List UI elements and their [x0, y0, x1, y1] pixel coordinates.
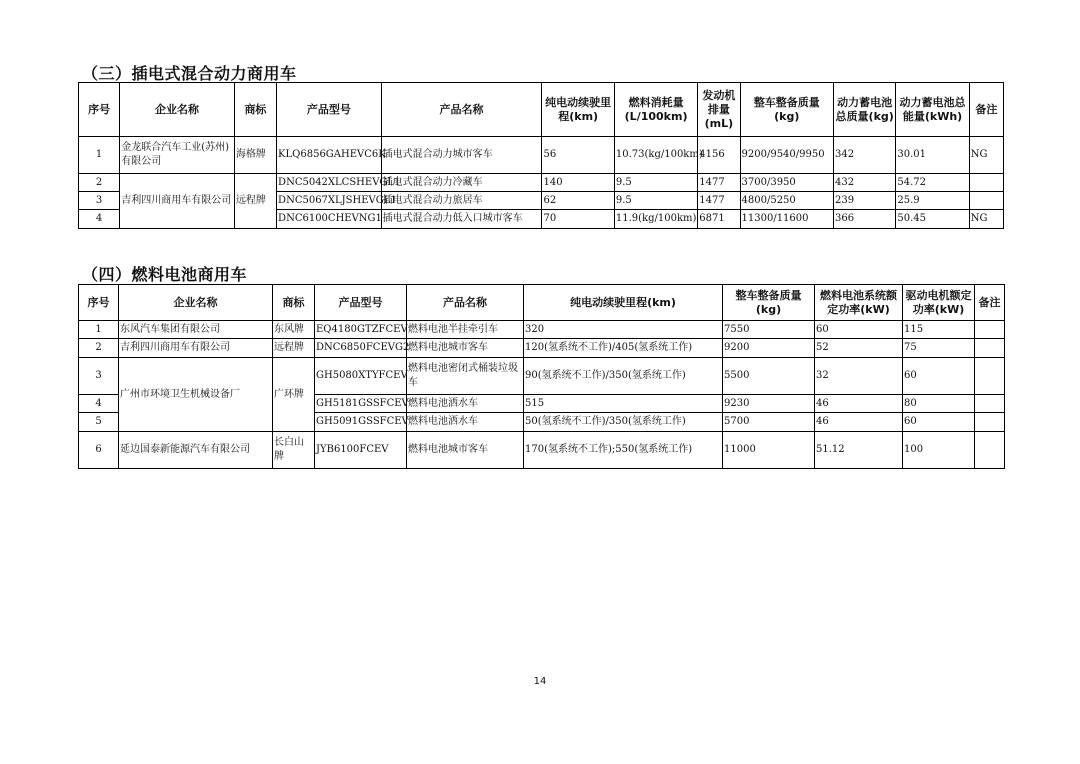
header-cell: 动力蓄电池总质量(kg): [834, 83, 896, 137]
table-row: [79, 137, 1004, 174]
cell-mass: 7550: [723, 321, 815, 339]
cell-displacement: 6871: [698, 210, 740, 229]
cell-motor-power: 75: [903, 339, 975, 358]
cell-company: 广州市环境卫生机械设备厂: [119, 358, 273, 432]
cell-model: DNC6850FCEVG2: [315, 339, 407, 358]
table-header-row: [79, 83, 1004, 137]
cell-battery-mass: 239: [834, 192, 896, 210]
cell-fc-power: 52: [815, 339, 903, 358]
header-cell: 纯电动续驶里程(km): [542, 83, 614, 137]
cell-range: 56: [542, 137, 614, 174]
cell-brand: 远程牌: [234, 174, 276, 229]
table-row: [79, 432, 1005, 469]
cell-product-name: 燃料电池城市客车: [407, 339, 524, 358]
cell-model: DNC6100CHEVNG1: [277, 210, 382, 229]
cell-motor-power: 80: [903, 395, 975, 413]
cell-motor-power: 115: [903, 321, 975, 339]
cell-brand: 海格牌: [234, 137, 276, 174]
cell-battery-energy: 25.9: [896, 192, 969, 210]
cell-battery-energy: 30.01: [896, 137, 969, 174]
cell-mass: 4800/5250: [740, 192, 834, 210]
cell-product-name: 燃料电池密闭式桶装垃圾车: [407, 358, 524, 395]
cell-model: KLQ6856GAHEVC6K: [277, 137, 382, 174]
cell-note: [975, 395, 1005, 413]
cell-note: [975, 321, 1005, 339]
cell-product-name: 燃料电池城市客车: [407, 432, 524, 469]
table-row: [79, 339, 1005, 358]
cell-mass: 11000: [723, 432, 815, 469]
cell-product-name: 燃料电池洒水车: [407, 413, 524, 432]
cell-model: DNC5067XLJSHEVGL1: [277, 192, 382, 210]
page-number: 14: [533, 676, 547, 687]
cell-range: 320: [524, 321, 723, 339]
cell-note: NG: [969, 210, 1003, 229]
cell-note: [975, 358, 1005, 395]
header-cell: 产品型号: [315, 285, 407, 321]
cell-no: 6: [79, 432, 119, 469]
cell-company: 金龙联合汽车工业(苏州)有限公司: [120, 137, 235, 174]
header-cell: 发动机排量(mL): [698, 83, 740, 137]
header-cell: 备注: [969, 83, 1003, 137]
cell-range: 50(氢系统不工作)/350(氢系统工作): [524, 413, 723, 432]
cell-battery-energy: 54.72: [896, 174, 969, 192]
header-cell: 商标: [273, 285, 315, 321]
cell-brand: 东风牌: [273, 321, 315, 339]
cell-mass: 5700: [723, 413, 815, 432]
cell-note: [975, 339, 1005, 358]
header-cell: 动力蓄电池总能量(kWh): [896, 83, 969, 137]
cell-displacement: 4156: [698, 137, 740, 174]
cell-motor-power: 60: [903, 413, 975, 432]
cell-motor-power: 100: [903, 432, 975, 469]
cell-range: 90(氢系统不工作)/350(氢系统工作): [524, 358, 723, 395]
header-cell: 燃料消耗量(L/100km): [614, 83, 697, 137]
header-cell: 整车整备质量(kg): [740, 83, 834, 137]
cell-fuel: 10.73(kg/100km): [614, 137, 697, 174]
cell-fuel: 11.9(kg/100km): [614, 210, 697, 229]
cell-mass: 11300/11600: [740, 210, 834, 229]
cell-mass: 5500: [723, 358, 815, 395]
cell-no: 3: [79, 192, 120, 210]
cell-fc-power: 51.12: [815, 432, 903, 469]
cell-range: 62: [542, 192, 614, 210]
cell-battery-mass: 342: [834, 137, 896, 174]
cell-model: JYB6100FCEV: [315, 432, 407, 469]
cell-fc-power: 46: [815, 395, 903, 413]
cell-mass: 9200/9540/9950: [740, 137, 834, 174]
table-header-row: [79, 285, 1005, 321]
cell-model: GH5181GSSFCEV: [315, 395, 407, 413]
cell-model: GH5080XTYFCEV: [315, 358, 407, 395]
section-title-fuel-cell: （四）燃料电池商用车: [82, 265, 248, 284]
cell-product-name: 插电式混合动力城市客车: [381, 137, 542, 174]
cell-no: 5: [79, 413, 119, 432]
cell-mass: 9200: [723, 339, 815, 358]
header-cell: 企业名称: [120, 83, 235, 137]
table-row: [79, 321, 1005, 339]
cell-note: [975, 432, 1005, 469]
cell-displacement: 1477: [698, 192, 740, 210]
cell-range: 515: [524, 395, 723, 413]
section-title-plugin-hybrid: （三）插电式混合动力商用车: [82, 64, 297, 83]
cell-model: EQ4180GTZFCEV: [315, 321, 407, 339]
header-cell: 产品名称: [407, 285, 524, 321]
cell-product-name: 插电式混合动力冷藏车: [381, 174, 542, 192]
plugin-hybrid-table: [78, 82, 1004, 229]
table-row: [79, 174, 1004, 192]
cell-product-name: 燃料电池半挂牵引车: [407, 321, 524, 339]
cell-brand: 广环牌: [273, 358, 315, 432]
cell-company: 吉利四川商用车有限公司: [119, 339, 273, 358]
cell-no: 4: [79, 395, 119, 413]
cell-range: 70: [542, 210, 614, 229]
cell-company: 东风汽车集团有限公司: [119, 321, 273, 339]
cell-model: GH5091GSSFCEV: [315, 413, 407, 432]
cell-model: DNC5042XLCSHEVGL1: [277, 174, 382, 192]
cell-motor-power: 60: [903, 358, 975, 395]
header-cell: 燃料电池系统额定功率(kW): [815, 285, 903, 321]
cell-fc-power: 60: [815, 321, 903, 339]
cell-note: [969, 174, 1003, 192]
header-cell: 序号: [79, 285, 119, 321]
header-cell: 纯电动续驶里程(km): [524, 285, 723, 321]
cell-battery-energy: 50.45: [896, 210, 969, 229]
cell-range: 140: [542, 174, 614, 192]
cell-mass: 9230: [723, 395, 815, 413]
cell-product-name: 插电式混合动力旅居车: [381, 192, 542, 210]
cell-note: NG: [969, 137, 1003, 174]
table-row: [79, 358, 1005, 395]
cell-note: [975, 413, 1005, 432]
header-cell: 企业名称: [119, 285, 273, 321]
cell-no: 1: [79, 321, 119, 339]
cell-fuel: 9.5: [614, 174, 697, 192]
header-cell: 产品名称: [381, 83, 542, 137]
fuel-cell-table: [78, 284, 1005, 469]
header-cell: 驱动电机额定功率(kW): [903, 285, 975, 321]
cell-no: 3: [79, 358, 119, 395]
cell-brand: 长白山牌: [273, 432, 315, 469]
cell-no: 2: [79, 339, 119, 358]
header-cell: 商标: [234, 83, 276, 137]
header-cell: 备注: [975, 285, 1005, 321]
cell-fuel: 9.5: [614, 192, 697, 210]
cell-company: 吉利四川商用车有限公司: [120, 174, 235, 229]
cell-note: [969, 192, 1003, 210]
cell-fc-power: 32: [815, 358, 903, 395]
cell-fc-power: 46: [815, 413, 903, 432]
header-cell: 产品型号: [277, 83, 382, 137]
cell-no: 2: [79, 174, 120, 192]
cell-battery-mass: 432: [834, 174, 896, 192]
cell-range: 170(氢系统不工作);550(氢系统工作): [524, 432, 723, 469]
header-cell: 序号: [79, 83, 120, 137]
cell-range: 120(氢系统不工作)/405(氢系统工作): [524, 339, 723, 358]
cell-product-name: 燃料电池洒水车: [407, 395, 524, 413]
cell-displacement: 1477: [698, 174, 740, 192]
header-cell: 整车整备质量(kg): [723, 285, 815, 321]
cell-battery-mass: 366: [834, 210, 896, 229]
cell-no: 1: [79, 137, 120, 174]
cell-no: 4: [79, 210, 120, 229]
cell-product-name: 插电式混合动力低入口城市客车: [381, 210, 542, 229]
cell-mass: 3700/3950: [740, 174, 834, 192]
cell-company: 延边国泰新能源汽车有限公司: [119, 432, 273, 469]
cell-brand: 远程牌: [273, 339, 315, 358]
